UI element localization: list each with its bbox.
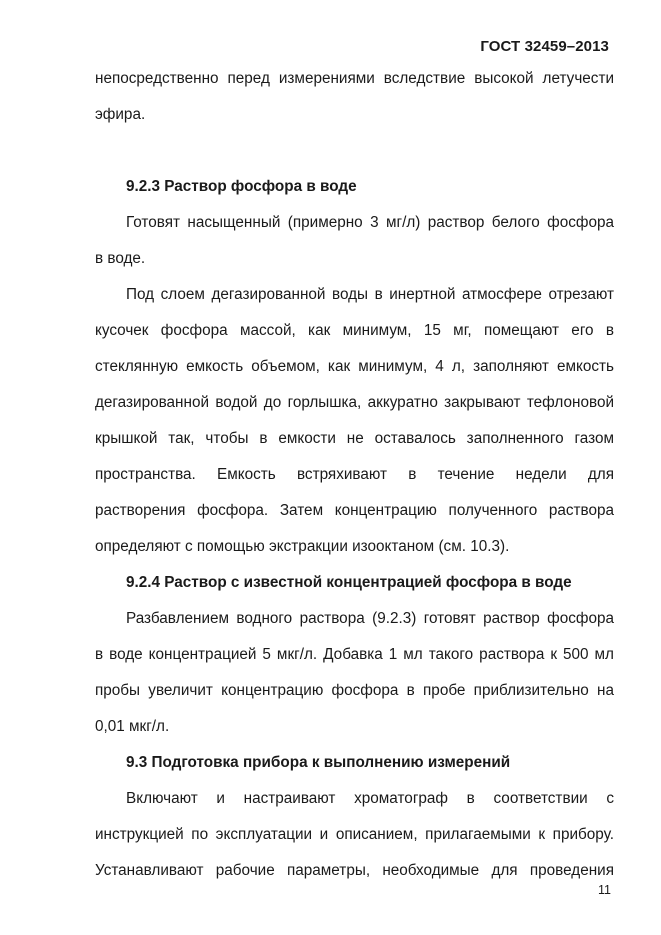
- text-line: Устанавливают рабочие параметры, необходимые для проведения: [95, 862, 614, 879]
- standard-header: ГОСТ 32459–2013: [480, 38, 609, 55]
- section-heading-9-3: 9.3 Подготовка прибора к выполнению измерений: [126, 754, 511, 771]
- text-line: пробы увеличит концентрацию фосфора в пробе приблизительно на: [95, 682, 614, 699]
- text-line: определяют с помощью экстракции изооктаном (см. 10.3).: [95, 538, 510, 555]
- text-line: стеклянную емкость объемом, как минимум, 4 л, заполняют емкость: [95, 358, 614, 375]
- text-line: кусочек фосфора массой, как минимум, 15 мг, помещают его в: [95, 322, 614, 339]
- section-heading-9-2-4: 9.2.4 Раствор с известной концентрацией фосфора в воде: [126, 574, 572, 591]
- text-line: эфира.: [95, 106, 146, 123]
- text-line: 0,01 мкг/л.: [95, 718, 170, 735]
- section-heading-9-2-3: 9.2.3 Раствор фосфора в воде: [126, 178, 357, 195]
- text-line: Под слоем дегазированной воды в инертной атмосфере отрезают: [126, 286, 614, 303]
- text-line: растворения фосфора. Затем концентрацию полученного раствора: [95, 502, 614, 519]
- text-line: дегазированной водой до горлышка, аккуратно закрывают тефлоновой: [95, 394, 614, 411]
- text-line: крышкой так, чтобы в емкости не оставалось заполненного газом: [95, 430, 614, 447]
- page-number: 11: [598, 883, 611, 897]
- text-line: пространства. Емкость встряхивают в течение недели для: [95, 466, 614, 483]
- spacer: [95, 133, 614, 169]
- text-line: Включают и настраивают хроматограф в соответствии с: [126, 790, 614, 807]
- page-body: [95, 61, 614, 889]
- text-line: инструкцией по эксплуатации и описанием, прилагаемыми к прибору.: [95, 826, 614, 843]
- text-line: Разбавлением водного раствора (9.2.3) готовят раствор фосфора: [126, 610, 614, 627]
- text-line: непосредственно перед измерениями вследствие высокой летучести: [95, 70, 614, 87]
- text-line: Готовят насыщенный (примерно 3 мг/л) раствор белого фосфора: [126, 214, 614, 231]
- text-line: в воде концентрацией 5 мкг/л. Добавка 1 мл такого раствора к 500 мл: [95, 646, 614, 663]
- text-line: в воде.: [95, 250, 146, 267]
